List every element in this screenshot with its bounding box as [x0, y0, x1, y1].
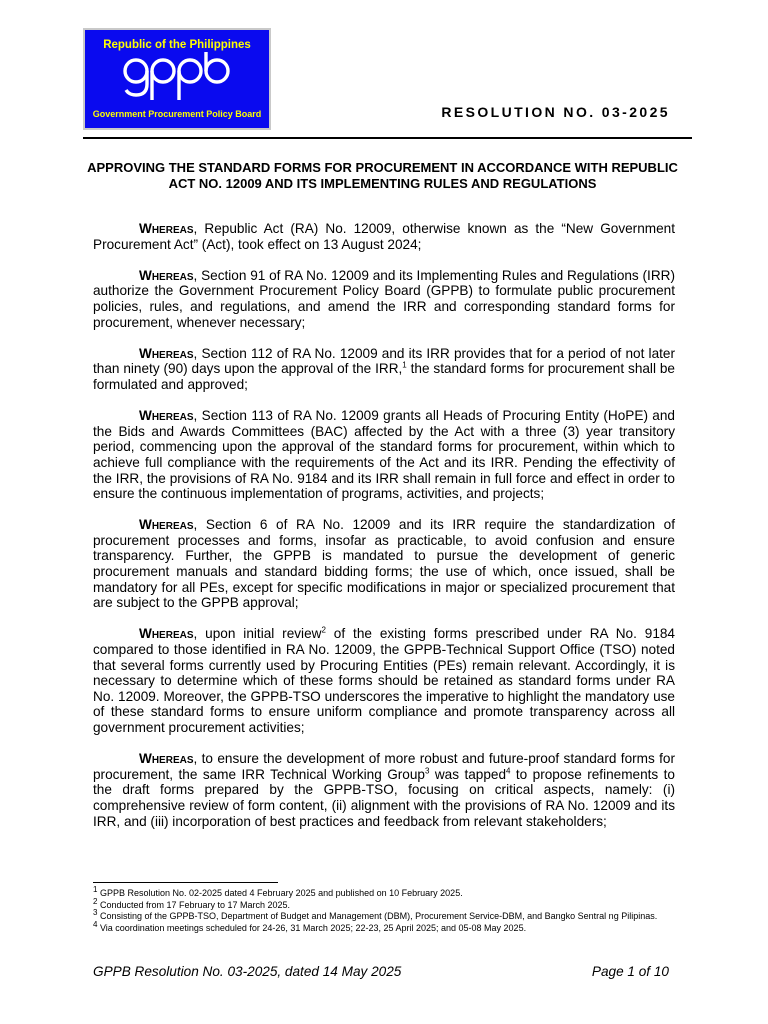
gppb-logo-mark-icon — [121, 52, 233, 102]
whereas-keyword: Whereas — [139, 408, 194, 424]
document-title: APPROVING THE STANDARD FORMS FOR PROCUREMENT IN ACCORDANCE WITH REPUBLIC ACT NO. 12009 AND ITS IMPLEMENTING RULES AND REGULATIONS — [87, 160, 678, 191]
whereas-keyword: Whereas — [139, 345, 194, 361]
footnotes — [93, 885, 683, 934]
footer-document-reference: GPPB Resolution No. 03-2025, dated 14 May 2025 — [93, 964, 402, 979]
paragraph-text-cont: to propose refinements to the draft forms prepared by the GPPB-TSO, focusing on critical aspects, namely: (i) comprehensive review of form content, (ii) alignment with the provisions of RA No. 12009 and its IRR, and (iii) incorporation of best practices and feedback from relevant stakeholders; — [93, 766, 675, 829]
header-divider — [83, 137, 692, 139]
paragraph-text-cont: was tapped — [429, 766, 507, 782]
footnote-text: GPPB Resolution No. 02-2025 dated 4 February 2025 and published on 10 February 2025. — [97, 888, 463, 898]
whereas-keyword: Whereas — [139, 751, 194, 767]
footnote-number: 2 — [93, 896, 98, 906]
footnote-ref-4[interactable]: 4 — [506, 766, 511, 776]
whereas-paragraph-2 — [93, 268, 675, 330]
footnote-text: Conducted from 17 February to 17 March 2025. — [97, 899, 291, 910]
paragraph-text: , Republic Act (RA) No. 12009, otherwise known as the “New Government Procurement Act” (Act), took effect on 13 August 2024; — [93, 221, 675, 252]
footnote-text: Consisting of the GPPB-TSO, Department of Budget and Management (DBM), Procurement Service-DBM, and Bangko Sentral ng Pilipinas. — [97, 911, 658, 921]
whereas-paragraph-7 — [93, 751, 675, 829]
footnote-3 — [93, 908, 683, 923]
footnote-number: 1 — [93, 885, 98, 894]
footnote-number: 3 — [93, 908, 98, 917]
paragraph-text: , Section 113 of RA No. 12009 grants all Heads of Procuring Entity (HoPE) and the Bids and Awards Committees (BAC) affected by the Act with a three (3) year transitory period, commencing upon the approval of the standard forms for procurement, within which to achieve full compliance with the requirements of the Act and its IRR. Pending the effectivity of the IRR, the provisions of RA No. 9184 and its IRR shall remain in full force and effect in order to ensure the continuous implementation of programs, activities, and projects; — [93, 408, 675, 502]
paragraph-text: , Section 6 of RA No. 12009 and its IRR require the standardization of procurement processes and forms, insofar as practicable, to avoid confusion and ensure transparency. Further, the GPPB is mandated to pursue the development of generic procurement manuals and standard bidding forms; the use of which, once issued, shall be mandatory for all PEs, except for specific modifications in major or specialized procurement that are subject to the GPPB approval; — [93, 517, 675, 611]
paragraph-text-cont: of the existing forms prescribed under RA No. 9184 compared to those identified in RA No. 12009, the GPPB-Technical Support Office (TSO) noted that several forms currently used by Procuring Entities (PEs) remain relevant. Accordingly, it is necessary to determine which of these forms should be retained as standard forms under RA No. 12009. Moreover, the GPPB-TSO underscores the imperative to highlight the mandatory use of these standard forms to ensure uniform compliance and promote transparency across all government procurement activities; — [93, 626, 675, 735]
footnote-number: 4 — [93, 919, 98, 929]
footnote-1 — [93, 885, 683, 900]
document-body — [93, 221, 675, 845]
whereas-paragraph-1 — [93, 221, 675, 252]
whereas-keyword: Whereas — [139, 267, 194, 283]
whereas-paragraph-5 — [93, 517, 675, 611]
whereas-keyword: Whereas — [139, 221, 194, 236]
footnote-ref-3[interactable]: 3 — [424, 766, 430, 776]
whereas-paragraph-6 — [93, 626, 675, 735]
paragraph-text: , Section 112 of RA No. 12009 and its IRR provides that for a period of not later than ninety (90) days upon the approval of the IRR, — [93, 345, 675, 377]
footer-page-number: Page 1 of 10 — [591, 964, 669, 979]
footnote-ref-1[interactable]: 1 — [402, 360, 407, 370]
gppb-logo-mark — [85, 52, 269, 102]
gppb-logo — [83, 28, 271, 130]
resolution-number: RESOLUTION NO. 03-2025 — [441, 104, 670, 120]
logo-top-text: Republic of the Philippines — [103, 39, 251, 51]
logo-bottom-text: Government Procurement Policy Board — [92, 109, 262, 119]
paragraph-text-cont: the standard forms for procurement shall be formulated and approved; — [93, 361, 675, 392]
whereas-keyword: Whereas — [139, 626, 194, 642]
paragraph-text: , to ensure the development of more robust and future-proof standard forms for procurement, the same IRR Technical Working Group — [93, 751, 675, 782]
whereas-paragraph-4 — [93, 408, 675, 502]
paragraph-text: , upon initial review — [193, 626, 322, 642]
footnote-4 — [93, 919, 683, 935]
footnote-divider — [93, 882, 278, 883]
paragraph-text: , Section 91 of RA No. 12009 and its Implementing Rules and Regulations (IRR) authorize the Government Procurement Policy Board (GPPB) to formulate public procurement policies, rules, and regulations, and amend the IRR and corresponding standard forms for procurement, whenever necessary; — [93, 267, 675, 330]
footnote-ref-2[interactable]: 2 — [321, 625, 326, 635]
footnote-text: Via coordination meetings scheduled for 24-26, 31 March 2025; 22-23, 25 April 2025; and 05-08 May 2025. — [97, 922, 527, 933]
footnote-2 — [93, 896, 683, 912]
whereas-paragraph-3 — [93, 346, 675, 393]
whereas-keyword: Whereas — [139, 517, 194, 533]
